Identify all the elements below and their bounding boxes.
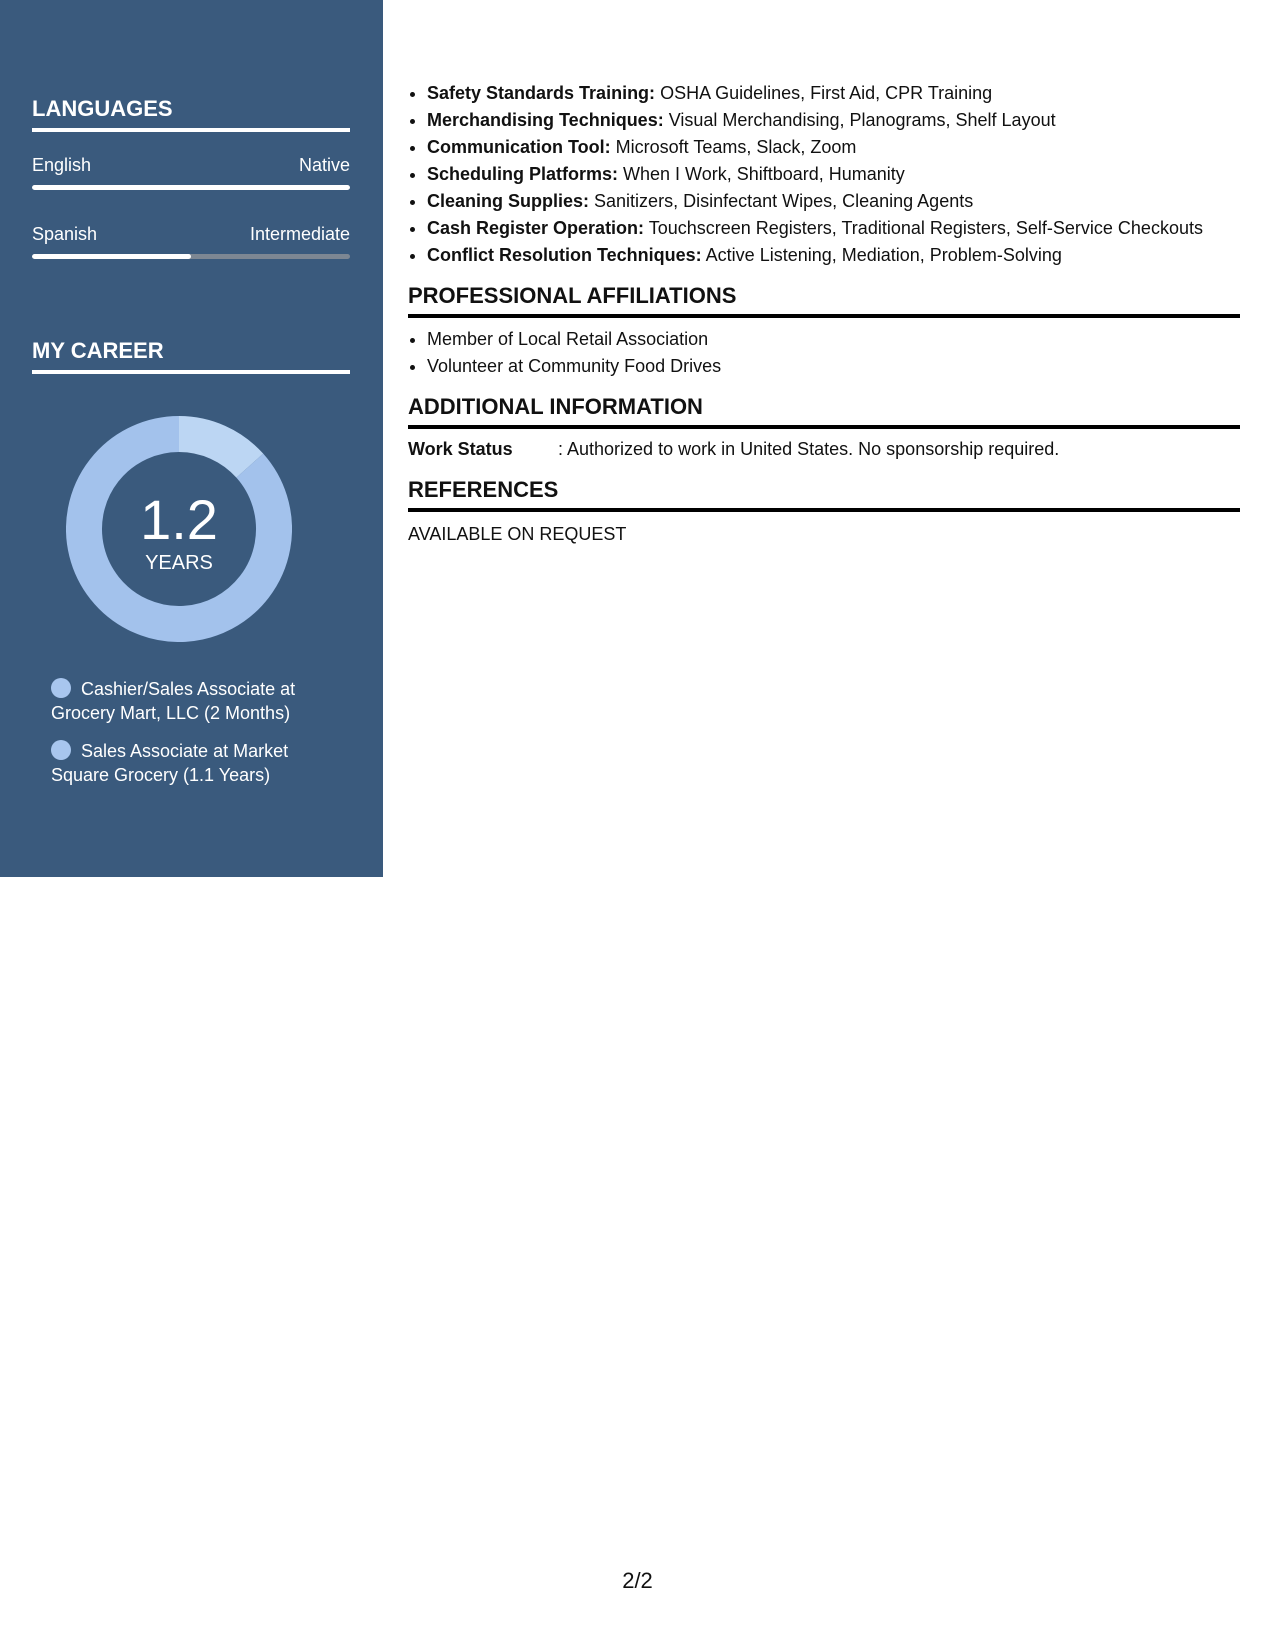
- career-donut-chart: [66, 416, 292, 642]
- career-legend-label: Cashier/Sales Associate at Grocery Mart, LLC (2 Months): [51, 679, 296, 723]
- skill-item: [427, 188, 1240, 215]
- skill-value: Sanitizers, Disinfectant Wipes, Cleaning Agents: [589, 191, 974, 211]
- skill-item: [427, 242, 1240, 269]
- skill-item: [427, 161, 1240, 188]
- skill-key: Merchandising Techniques:: [427, 110, 664, 130]
- skill-key: Conflict Resolution Techniques:: [427, 245, 702, 265]
- affiliations-list: [408, 326, 1240, 380]
- legend-dot-icon: [51, 678, 71, 698]
- references-heading: REFERENCES: [408, 477, 1240, 512]
- career-total-unit: YEARS: [145, 552, 213, 574]
- affiliation-item: • Member of Local Retail Association: [427, 326, 1240, 353]
- skill-item: [427, 215, 1240, 242]
- affiliation-item: • Volunteer at Community Food Drives: [427, 353, 1240, 380]
- career-total-value: 1.2: [140, 488, 218, 551]
- main-content: [408, 80, 1240, 546]
- skill-key: Cleaning Supplies:: [427, 191, 590, 211]
- work-status-row: [408, 437, 1240, 461]
- languages-heading: LANGUAGES: [32, 96, 350, 132]
- skill-value: Touchscreen Registers, Traditional Registers, Self-Service Checkouts: [644, 218, 1203, 238]
- skill-value: When I Work, Shiftboard, Humanity: [618, 164, 905, 184]
- skill-item: [427, 134, 1240, 161]
- skill-value: OSHA Guidelines, First Aid, CPR Training: [655, 83, 993, 103]
- affiliations-heading: PROFESSIONAL AFFILIATIONS: [408, 283, 1240, 318]
- language-name: English: [32, 155, 92, 175]
- references-text: AVAILABLE ON REQUEST: [408, 524, 627, 544]
- career-legend-item: [51, 739, 341, 787]
- skill-item: [427, 80, 1240, 107]
- sidebar: [0, 0, 383, 877]
- work-status-value: : Authorized to work in United States. No sponsorship required.: [558, 439, 1060, 459]
- page-number: 2/2: [622, 1568, 653, 1593]
- work-status-label: Work Status: [408, 439, 513, 459]
- language-row-spanish: [32, 223, 350, 245]
- career-legend-label: Sales Associate at Market Square Grocery (1.1 Years): [51, 741, 289, 785]
- language-bar-spanish: [32, 254, 350, 259]
- skill-key: Communication Tool:: [427, 137, 611, 157]
- donut-segment-0: [179, 434, 250, 466]
- skill-key: Scheduling Platforms:: [427, 164, 619, 184]
- skill-value: Visual Merchandising, Planograms, Shelf Layout: [663, 110, 1056, 130]
- career-heading: MY CAREER: [32, 338, 350, 374]
- skill-value: Microsoft Teams, Slack, Zoom: [610, 137, 857, 157]
- language-name: Spanish: [32, 224, 98, 244]
- language-bar-english: [32, 185, 350, 190]
- language-level: Native: [298, 155, 350, 175]
- skill-value: Active Listening, Mediation, Problem-Solving: [701, 245, 1062, 265]
- legend-dot-icon: [51, 740, 71, 760]
- additional-info-heading: ADDITIONAL INFORMATION: [408, 394, 1240, 429]
- skill-key: Safety Standards Training:: [427, 83, 656, 103]
- language-level: Intermediate: [249, 224, 350, 244]
- skill-item: [427, 107, 1240, 134]
- skill-key: Cash Register Operation:: [427, 218, 645, 238]
- language-bar-fill: [32, 254, 191, 259]
- language-row-english: [32, 154, 350, 176]
- language-bar-fill: [32, 185, 350, 190]
- career-legend-item: [51, 677, 341, 725]
- skills-list: [408, 80, 1240, 269]
